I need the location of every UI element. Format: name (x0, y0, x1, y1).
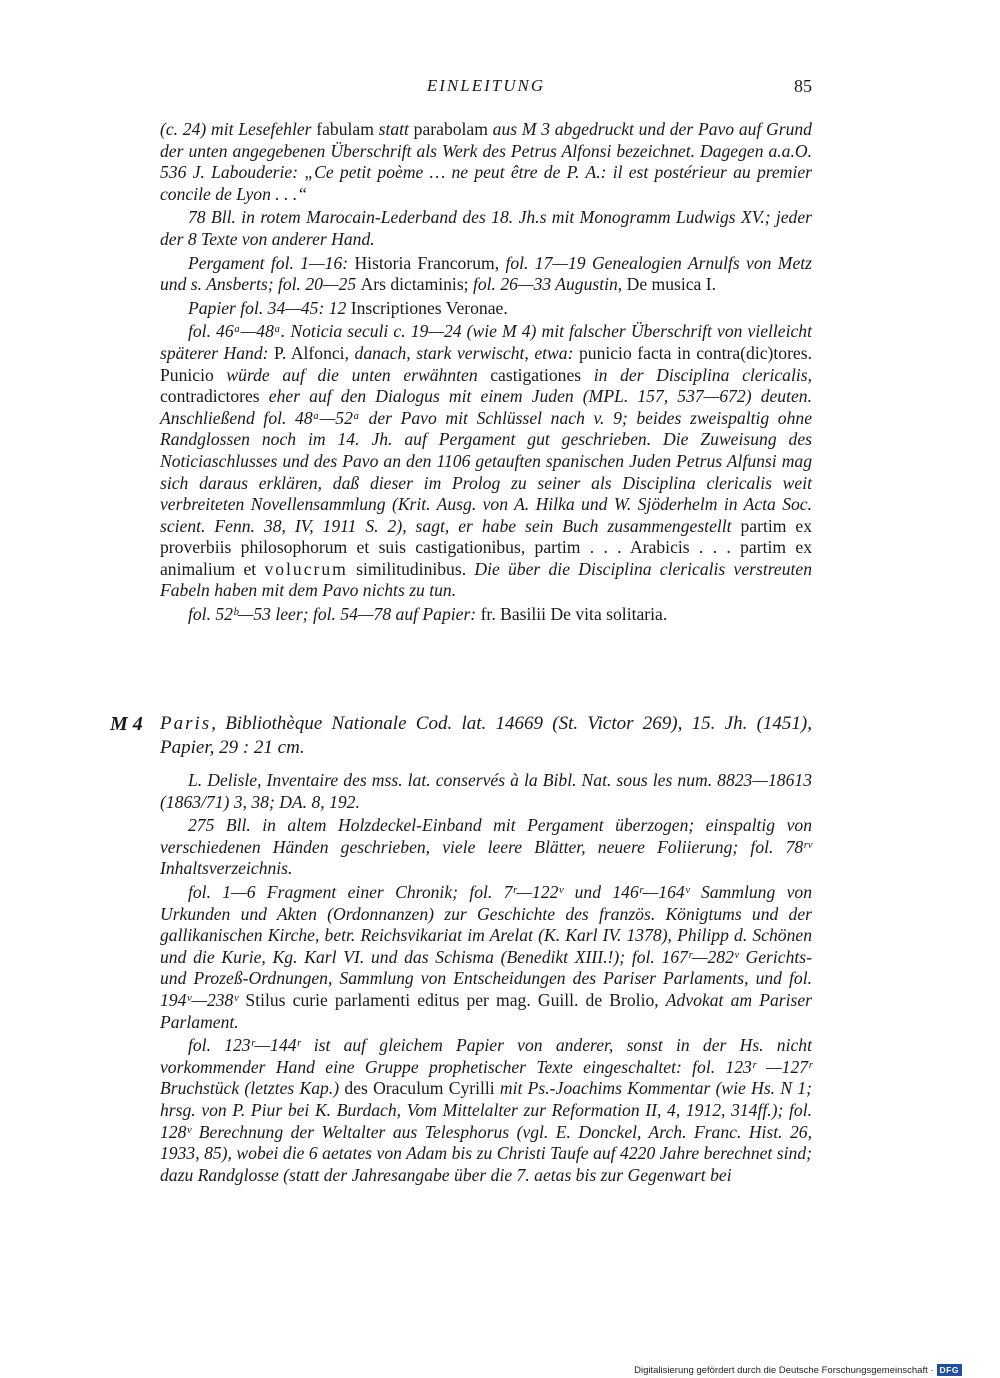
entry-heading (110, 712, 812, 760)
paragraph-lesefehler: (c. 24) mit Lesefehler fabulam statt parabolam aus M 3 abgedruckt und der Pavo auf Grund der unten angegebenen Überschrift als Werk des Petrus Alfonsi bezeichnet. Dagegen a.a.O. 536 J. Labouderie: „Ce petit poème … ne peut être de P. A.: il est postérieur au premier concile de Lyon . . .“ (160, 119, 812, 204)
entry-city: Paris (160, 713, 212, 734)
footer-credit: Digitalisierung gefördert durch die Deutsche Forschungsgemeinschaft · (634, 1364, 934, 1376)
paragraph-pergament: Pergament fol. 1—16: Historia Francorum, fol. 17—19 Genealogien Arnulfs von Metz und s. Ansberts; fol. 20—25 Ars dictaminis; fol. 26—33 Augustin, De musica I. (160, 252, 812, 295)
digitization-footer (634, 1364, 962, 1376)
paragraph-noticia: fol. 46ᵃ—48ᵃ. Noticia seculi c. 19—24 (wie M 4) mit falscher Überschrift von vielleicht späterer Hand: P. Alfonci, danach, stark verwischt, etwa: punicio facta in contra(dic)tores. Punicio würde auf die unten erwähnten castigationes in der Disciplina clericalis, contradictores eher auf den Dialogus mit einem Juden (MPL. 157, 537—672) deuten. Anschließend fol. 48ᵃ—52ᵃ der Pavo mit Schlüssel nach v. 9; beides zweispaltig ohne Randglossen noch im 14. Jh. auf Pergament gut geschrieben. Die Zuweisung des Noticiaschlusses und des Pavo an den 1106 getauften spanischen Juden Petrus Alfunsi mag sich daraus erklären, daß dieser im Prolog zu seiner als Disciplina clericalis weit verbreiteten Novellensammlung (Krit. Ausg. von A. Hilka und W. Sjöderhelm in Acta Soc. scient. Fenn. 38, IV, 1911 S. 2), sagt, er habe sein Buch zusammengestellt partim ex proverbiis philosophorum et suis castigationibus, partim . . . Arabicis . . . partim ex animalium et volucrum similitudinibus. Die über die Disciplina clericalis verstreuten Fabeln haben mit dem Pavo nichts zu tun. (160, 321, 813, 601)
entry-paragraph-binding: 275 Bll. in altem Holzdeckel-Einband mit Pergament überzogen; einspaltig von verschiedenen Händen geschrieben, viele leere Blätter, neuere Foliierung; fol. 78ʳᵛ Inhaltsverzeichnis. (160, 815, 812, 879)
manuscript-entry-m4 (110, 712, 812, 1186)
entry-label: M 4 (110, 713, 143, 735)
running-title: EINLEITUNG (426, 76, 546, 95)
entry-paragraph-prophetic: fol. 123ʳ—144ʳ ist auf gleichem Papier von anderer, sonst in der Hs. nicht vorkommender Hand eine Gruppe prophetischer Texte eingeschaltet: fol. 123ʳ —127ʳ Bruchstück (letztes Kap.) des Oraculum Cyrilli mit Ps.-Joachims Kommentar (wie Hs. N 1; hrsg. von P. Piur bei K. Burdach, Vom Mittelalter zur Reformation II, 4, 1912, 314ff.); fol. 128ᵛ Berechnung der Weltalter aus Telesphorus (vgl. E. Donckel, Arch. Franc. Hist. 26, 1933, 85), wobei die 6 aetates von Adam bis zu Christi Taufe auf 4220 Jahre berechnet sind; dazu Randglosse (statt der Jahresangabe über die 7. aetas bis zur Gegenwart bei (160, 1035, 813, 1185)
paragraph-papier: Papier fol. 34—45: 12 Inscriptiones Veronae. (188, 297, 508, 318)
entry-body (160, 770, 812, 1186)
entry-paragraph-delisle: L. Delisle, Inventaire des mss. lat. conservés à la Bibl. Nat. sous les num. 8823—18613 (1863/71) 3, 38; DA. 8, 192. (160, 770, 812, 812)
paragraph-binding: 78 Bll. in rotem Marocain-Lederband des 18. Jh.s mit Monogramm Ludwigs XV.; jeder der 8 Texte von anderer Hand. (160, 207, 812, 249)
dfg-logo: DFG (937, 1364, 962, 1376)
entry-description: , Bibliothèque Nationale Cod. lat. 14669 (St. Victor 269), 15. Jh. (1451), Papier, 29 : 21 cm. (160, 713, 812, 758)
main-text (160, 119, 812, 626)
entry-paragraph-contents: fol. 1—6 Fragment einer Chronik; fol. 7ʳ—122ᵛ und 146ʳ—164ᵛ Sammlung von Urkunden und Akten (Ordonnanzen) zur Geschichte des französ. Königtums und der gallikanischen Kirche, betr. Reichsvikariat im Arelat (K. Karl IV. 1378), Philipp d. Schönen und die Kurie, Kg. Karl VI. und das Schisma (Benedikt XIII.!); fol. 167ʳ—282ᵛ Gerichts- und Prozeß-Ordnungen, Sammlung von Entscheidungen des Pariser Parlaments, und fol. 194ᵛ—238ᵛ Stilus curie parlamenti editus per mag. Guill. de Brolio, Advokat am Pariser Parlament. (160, 881, 812, 1032)
running-head (160, 76, 812, 100)
page-number: 85 (794, 76, 812, 96)
paragraph-leer: fol. 52ᵇ—53 leer; fol. 54—78 auf Papier: fr. Basilii De vita solitaria. (188, 604, 668, 625)
